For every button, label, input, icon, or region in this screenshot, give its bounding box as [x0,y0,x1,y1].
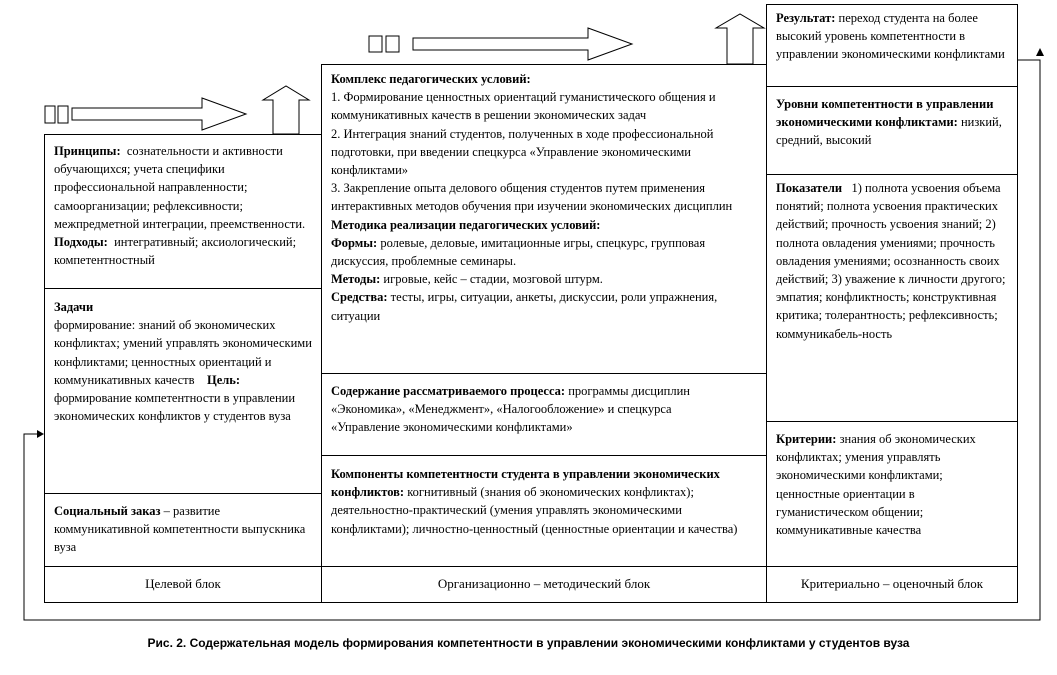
social-order-heading: Социальный заказ [54,504,161,518]
feedback-arrowhead-left-icon [37,430,44,438]
principles-heading: Принципы: [54,144,121,158]
forms-heading: Формы: [331,235,378,250]
approaches-heading: Подходы: [54,235,108,250]
mid-up-arrow-icon [716,14,764,64]
footer-evaluative-block: Критериально – оценочный блок [800,576,984,591]
levels-heading: Уровни компетентности в управлении экономическими конфликтами: [776,97,994,130]
social-order-text: – развитие коммуникативной компетентности выпускника вуза [54,504,306,555]
result-heading: Результат: [776,11,836,25]
content-text: программы дисциплин «Экономика», «Менеджмент», «Налогообложение» и спецкурса «Управление экономическими конфликтами» [331,384,690,435]
indicators-text: 1) полнота усвоения объема понятий; полнота усвоения практических действий; прочность усвоения знаний; 2) полнота овладения умениями; прочность овладения умениями; осознанность своих действий; 3) уважение к личности другого; эмпатия; конфликтность; конструктивная критика; толерантность; рефлексивность; коммуникабель-ность [776,181,1006,341]
left-square-2 [58,106,68,123]
content-heading: Содержание рассматриваемого процесса: [331,384,566,398]
feedback-arrowhead-top-icon [1036,48,1044,56]
criteria-text: знания об экономических конфликтах; умения управлять экономическими конфликтами; ценностные ориентации в гуманистическом общении; коммуникативные качества [776,432,976,538]
figure-caption: Рис. 2. Содержательная модель формирования компетентности в управлении экономическими конфликтами у студентов вуза [147,636,910,650]
left-up-arrow-icon [263,86,309,134]
tasks-text: формирование: знаний об экономических конфликтах; умений управлять экономическими конфликтами; ценностных ориентаций и коммуникативных качеств [54,318,312,387]
complex-item-3: 3. Закрепление опыта делового общения студентов путем применения интерактивных методов обучения при изучении экономических дисциплин [331,181,733,214]
principles-text: сознательности и активности обучающихся; учета специфики профессиональной направленности; самоорганизации; рефлексивности; межпредметной интеграции, преемственности. [54,144,306,231]
goal-heading: Цель: [207,372,241,387]
indicators-heading: Показатели [776,181,843,195]
footer-organizational-block: Организационно – методический блок [437,576,651,591]
left-right-arrow-icon [72,98,246,130]
levels-text: низкий, средний, высокий [776,115,1002,148]
mid-right-arrow-icon [413,28,632,60]
criteria-heading: Критерии: [776,432,837,446]
left-square-1 [45,106,55,123]
tasks-heading: Задачи [54,300,94,314]
approaches-text: интегративный; аксиологический; компетентностный [54,235,297,268]
feedback-loop-line [24,60,1040,620]
footer-target-block: Целевой блок [145,576,221,591]
methods-heading: Методы: [331,272,381,287]
forms-text: ролевые, деловые, имитационные игры, спецкурс, групповая дискуссия, проблемные семинары. [331,235,706,269]
methods-text: игровые, кейс – стадии, мозговой штурм. [383,272,603,287]
means-text: тесты, игры, ситуации, анкеты, дискуссии, роли упражнения, ситуации [331,290,718,323]
goal-text: формирование компетентности в управлении экономических конфликтов у студентов вуза [54,391,296,424]
complex-item-1: 1. Формирование ценностных ориентаций гуманистического общения и коммуникативных качеств в решении экономических задач [331,90,716,123]
method-heading: Методика реализации педагогических условий: [331,217,601,232]
mid-square-1 [369,36,382,52]
components-text: когнитивный (знания об экономических конфликтах); деятельностно-практический (умения управлять экономическими конфликтами); личностно-ценностный (ценностные ориентации и качества) [331,485,738,536]
mid-square-2 [386,36,399,52]
means-heading: Средства: [331,290,388,305]
complex-item-2: 2. Интеграция знаний студентов, полученных в ходе профессиональной подготовки, при введении спецкурса «Управление экономическими конфликтами» [331,126,714,178]
complex-heading: Комплекс педагогических условий: [331,72,531,86]
result-text: переход студента на более высокий уровень компетентности в управлении экономическими конфликтами [776,11,1005,62]
components-heading: Компоненты компетентности студента в управлении экономических конфликтов: [331,467,720,500]
